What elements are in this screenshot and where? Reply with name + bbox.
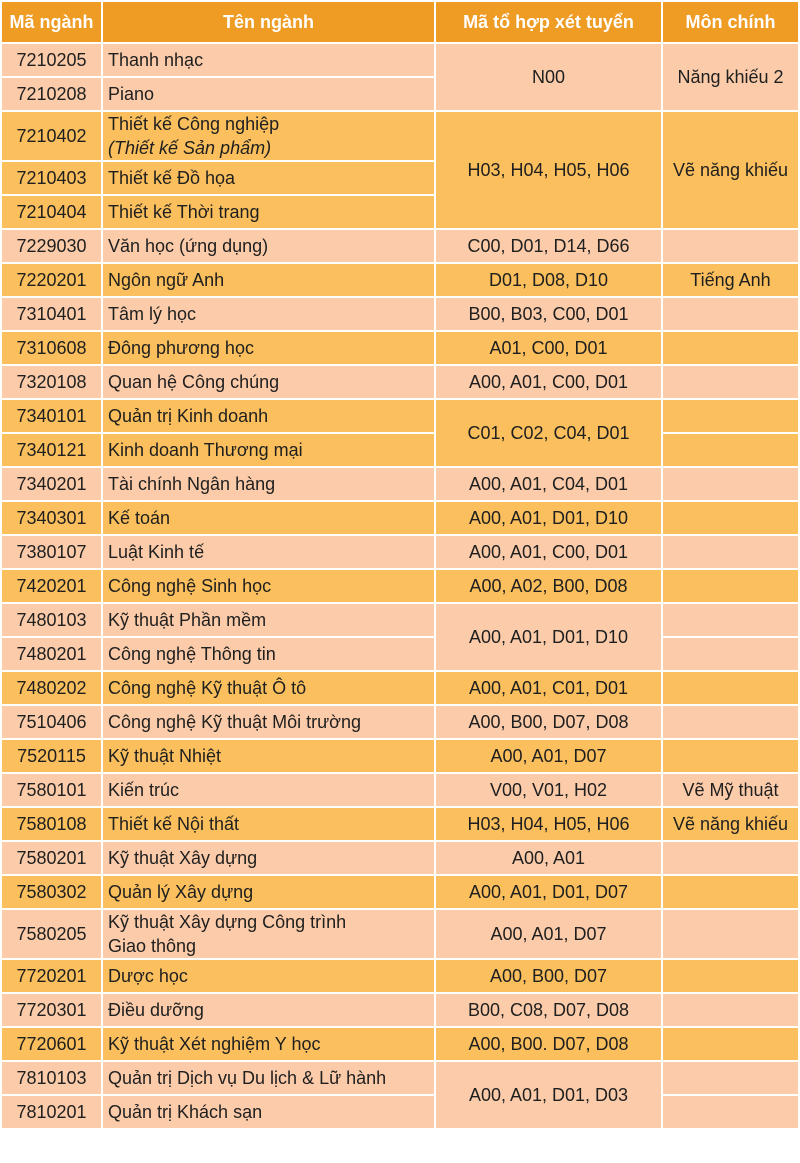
table-row bbox=[2, 672, 798, 704]
major-name: Kế toán bbox=[103, 502, 434, 534]
major-name: Quản trị Kinh doanh bbox=[103, 400, 434, 432]
table-row bbox=[2, 298, 798, 330]
major-name: Kiến trúc bbox=[103, 774, 434, 806]
combo-cell: H03, H04, H05, H06 bbox=[436, 808, 661, 840]
main-subject bbox=[663, 1028, 798, 1060]
table-row bbox=[2, 502, 798, 534]
table-row bbox=[2, 44, 798, 76]
main-subject bbox=[663, 604, 798, 636]
major-name: Kỹ thuật Nhiệt bbox=[103, 740, 434, 772]
major-note: (Thiết kế Sản phẩm) bbox=[108, 138, 272, 158]
major-code: 7340301 bbox=[2, 502, 101, 534]
main-subject bbox=[663, 1096, 798, 1128]
main-subject: Vẽ năng khiếu bbox=[663, 808, 798, 840]
table-row bbox=[2, 604, 798, 636]
combo-cell: A00, A01 bbox=[436, 842, 661, 874]
combo-cell: N00 bbox=[436, 44, 661, 110]
table-row bbox=[2, 638, 798, 670]
major-name-cell bbox=[103, 112, 434, 160]
table-row bbox=[2, 740, 798, 772]
major-name: Văn học (ứng dụng) bbox=[103, 230, 434, 262]
main-subject: Vẽ Mỹ thuật bbox=[663, 774, 798, 806]
table-row bbox=[2, 1028, 798, 1060]
major-name: Kỹ thuật Phần mềm bbox=[103, 604, 434, 636]
combo-cell: A00, A01, C00, D01 bbox=[436, 366, 661, 398]
combo-cell: A00, A01, C01, D01 bbox=[436, 672, 661, 704]
table-row bbox=[2, 960, 798, 992]
major-code: 7340121 bbox=[2, 434, 101, 466]
combo-cell: A00, A01, D01, D03 bbox=[436, 1062, 661, 1128]
main-subject bbox=[663, 638, 798, 670]
combo-cell: A00, A01, C04, D01 bbox=[436, 468, 661, 500]
major-code: 7220201 bbox=[2, 264, 101, 296]
combo-cell: H03, H04, H05, H06 bbox=[436, 112, 661, 228]
major-name: Kỹ thuật Xây dựng bbox=[103, 842, 434, 874]
combo-cell: A00, A01, D07 bbox=[436, 740, 661, 772]
combo-cell: A01, C00, D01 bbox=[436, 332, 661, 364]
major-code: 7480201 bbox=[2, 638, 101, 670]
major-name: Luật Kinh tế bbox=[103, 536, 434, 568]
major-name: Thiết kế Công nghiệp bbox=[108, 114, 280, 134]
combo-cell: A00, A02, B00, D08 bbox=[436, 570, 661, 602]
table-row bbox=[2, 570, 798, 602]
major-name: Quản trị Dịch vụ Du lịch & Lữ hành bbox=[103, 1062, 434, 1094]
table-row bbox=[2, 774, 798, 806]
combo-cell: D01, D08, D10 bbox=[436, 264, 661, 296]
table-row bbox=[2, 536, 798, 568]
major-name-line2: Giao thông bbox=[108, 936, 197, 956]
major-code: 7229030 bbox=[2, 230, 101, 262]
combo-cell: A00, B00, D07 bbox=[436, 960, 661, 992]
major-name: Thanh nhạc bbox=[103, 44, 434, 76]
major-code: 7480202 bbox=[2, 672, 101, 704]
combo-cell: A00, A01, C00, D01 bbox=[436, 536, 661, 568]
main-subject bbox=[663, 502, 798, 534]
header-name: Tên ngành bbox=[103, 2, 434, 42]
major-name: Thiết kế Đồ họa bbox=[103, 162, 434, 194]
major-name: Kỹ thuật Xét nghiệm Y học bbox=[103, 1028, 434, 1060]
major-code: 7810103 bbox=[2, 1062, 101, 1094]
major-code: 7720601 bbox=[2, 1028, 101, 1060]
main-subject bbox=[663, 434, 798, 466]
main-subject bbox=[663, 960, 798, 992]
major-code: 7810201 bbox=[2, 1096, 101, 1128]
header-row bbox=[2, 2, 798, 42]
main-subject bbox=[663, 468, 798, 500]
combo-cell: C00, D01, D14, D66 bbox=[436, 230, 661, 262]
combo-cell: A00, A01, D01, D10 bbox=[436, 604, 661, 670]
major-name: Quan hệ Công chúng bbox=[103, 366, 434, 398]
table-row bbox=[2, 876, 798, 908]
main-subject bbox=[663, 570, 798, 602]
major-code: 7720201 bbox=[2, 960, 101, 992]
major-name: Tài chính Ngân hàng bbox=[103, 468, 434, 500]
major-name: Kỹ thuật Xây dựng Công trình bbox=[108, 912, 347, 932]
major-code: 7580201 bbox=[2, 842, 101, 874]
table-row bbox=[2, 910, 798, 958]
main-subject bbox=[663, 230, 798, 262]
major-name: Công nghệ Sinh học bbox=[103, 570, 434, 602]
main-subject bbox=[663, 842, 798, 874]
combo-cell: C01, C02, C04, D01 bbox=[436, 400, 661, 466]
major-name: Công nghệ Kỹ thuật Ô tô bbox=[103, 672, 434, 704]
main-subject bbox=[663, 366, 798, 398]
major-code: 7580205 bbox=[2, 910, 101, 958]
table-row bbox=[2, 842, 798, 874]
main-subject bbox=[663, 994, 798, 1026]
major-code: 7310608 bbox=[2, 332, 101, 364]
major-code: 7510406 bbox=[2, 706, 101, 738]
major-name: Kinh doanh Thương mại bbox=[103, 434, 434, 466]
major-code: 7580302 bbox=[2, 876, 101, 908]
major-name: Ngôn ngữ Anh bbox=[103, 264, 434, 296]
header-code: Mã ngành bbox=[2, 2, 101, 42]
header-combo: Mã tổ hợp xét tuyển bbox=[436, 2, 661, 42]
table-row bbox=[2, 1096, 798, 1128]
major-code: 7310401 bbox=[2, 298, 101, 330]
combo-cell: A00, B00. D07, D08 bbox=[436, 1028, 661, 1060]
major-code: 7210205 bbox=[2, 44, 101, 76]
major-code: 7340101 bbox=[2, 400, 101, 432]
major-code: 7210208 bbox=[2, 78, 101, 110]
major-name: Tâm lý học bbox=[103, 298, 434, 330]
major-code: 7340201 bbox=[2, 468, 101, 500]
major-name: Công nghệ Thông tin bbox=[103, 638, 434, 670]
table-row bbox=[2, 366, 798, 398]
major-name: Piano bbox=[103, 78, 434, 110]
table-row bbox=[2, 434, 798, 466]
major-code: 7420201 bbox=[2, 570, 101, 602]
combo-cell: A00, A01, D01, D07 bbox=[436, 876, 661, 908]
major-name: Thiết kế Nội thất bbox=[103, 808, 434, 840]
table-row bbox=[2, 400, 798, 432]
major-code: 7520115 bbox=[2, 740, 101, 772]
table-row bbox=[2, 264, 798, 296]
main-subject: Tiếng Anh bbox=[663, 264, 798, 296]
table-row bbox=[2, 112, 798, 160]
main-subject bbox=[663, 876, 798, 908]
major-code: 7580108 bbox=[2, 808, 101, 840]
main-subject bbox=[663, 332, 798, 364]
header-subject: Môn chính bbox=[663, 2, 798, 42]
main-subject bbox=[663, 536, 798, 568]
table-row bbox=[2, 1062, 798, 1094]
major-name-cell bbox=[103, 910, 434, 958]
major-code: 7320108 bbox=[2, 366, 101, 398]
major-code: 7580101 bbox=[2, 774, 101, 806]
main-subject bbox=[663, 740, 798, 772]
major-code: 7380107 bbox=[2, 536, 101, 568]
table-row bbox=[2, 230, 798, 262]
main-subject: Năng khiếu 2 bbox=[663, 44, 798, 110]
combo-cell: A00, A01, D07 bbox=[436, 910, 661, 958]
main-subject bbox=[663, 910, 798, 958]
main-subject bbox=[663, 706, 798, 738]
main-subject bbox=[663, 1062, 798, 1094]
table-row bbox=[2, 332, 798, 364]
major-name: Công nghệ Kỹ thuật Môi trường bbox=[103, 706, 434, 738]
combo-cell: B00, B03, C00, D01 bbox=[436, 298, 661, 330]
combo-cell: B00, C08, D07, D08 bbox=[436, 994, 661, 1026]
major-name: Đông phương học bbox=[103, 332, 434, 364]
major-name: Điều dưỡng bbox=[103, 994, 434, 1026]
major-code: 7210403 bbox=[2, 162, 101, 194]
combo-cell: V00, V01, H02 bbox=[436, 774, 661, 806]
major-code: 7480103 bbox=[2, 604, 101, 636]
table-row bbox=[2, 994, 798, 1026]
table-row bbox=[2, 468, 798, 500]
major-code: 7210402 bbox=[2, 112, 101, 160]
main-subject bbox=[663, 400, 798, 432]
combo-cell: A00, A01, D01, D10 bbox=[436, 502, 661, 534]
main-subject: Vẽ năng khiếu bbox=[663, 112, 798, 228]
table-row bbox=[2, 808, 798, 840]
major-name: Quản trị Khách sạn bbox=[103, 1096, 434, 1128]
major-code: 7210404 bbox=[2, 196, 101, 228]
main-subject bbox=[663, 672, 798, 704]
main-subject bbox=[663, 298, 798, 330]
table-row bbox=[2, 706, 798, 738]
combo-cell: A00, B00, D07, D08 bbox=[436, 706, 661, 738]
major-code: 7720301 bbox=[2, 994, 101, 1026]
major-name: Thiết kế Thời trang bbox=[103, 196, 434, 228]
major-name: Dược học bbox=[103, 960, 434, 992]
major-name: Quản lý Xây dựng bbox=[103, 876, 434, 908]
